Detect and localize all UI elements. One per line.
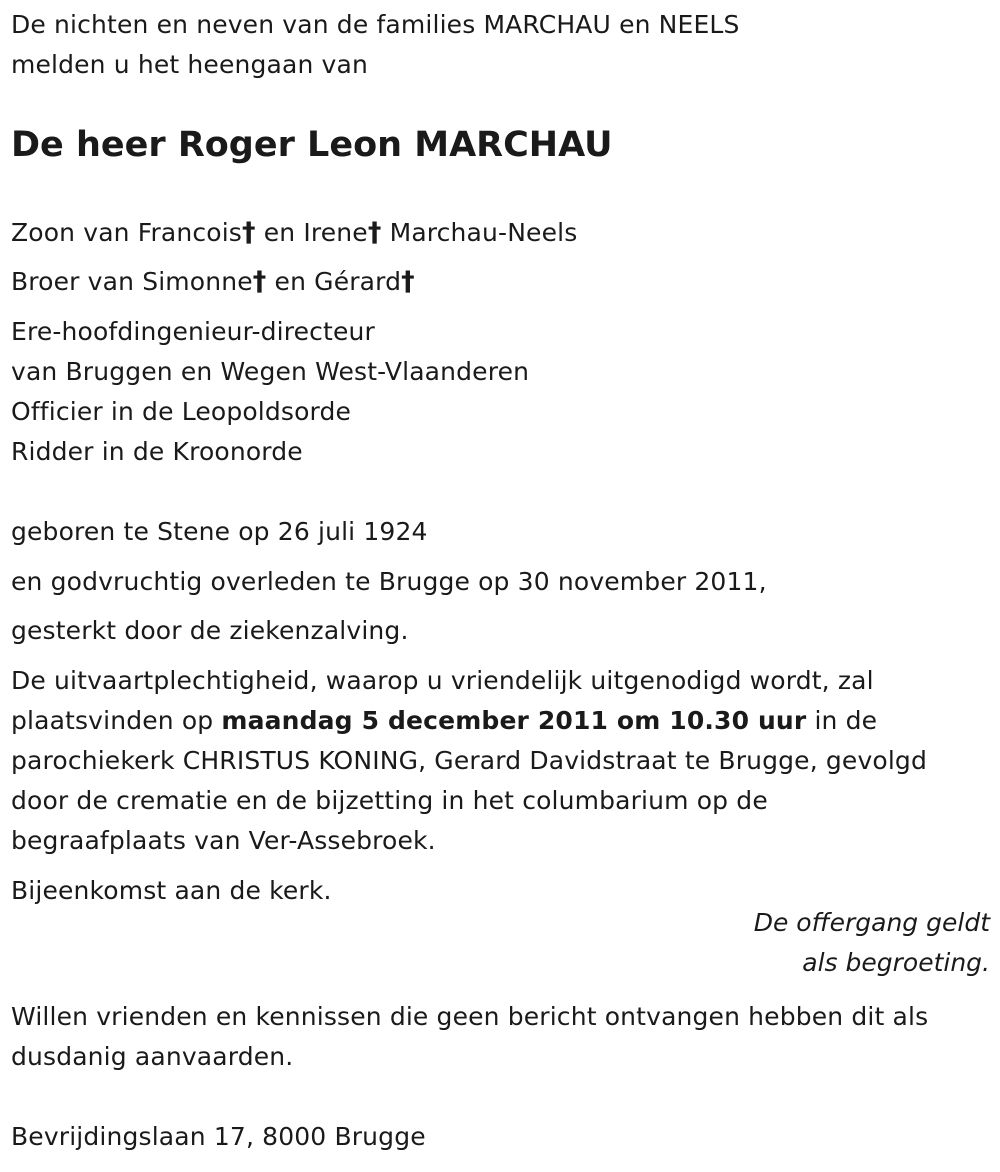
funeral-line-1: De uitvaartplechtigheid, waarop u vriendelijk uitgenodigd wordt, zal (11, 666, 874, 695)
funeral-date-suffix: in de (806, 706, 878, 735)
funeral-date-time: maandag 5 december 2011 om 10.30 uur (221, 706, 807, 735)
son-of-prefix: Zoon van (11, 218, 138, 247)
offering-line-2: als begroeting. (802, 948, 990, 977)
sibling-name: Gérard (314, 267, 402, 296)
family-name: Marchau-Neels (381, 218, 578, 247)
mother-name: Irene (303, 218, 368, 247)
notice-line-1: Willen vrienden en kennissen die geen bericht ontvangen hebben dit als (11, 1002, 929, 1031)
cross-icon: † (252, 266, 267, 297)
conjunction: en (266, 267, 315, 296)
intro-line-2: melden u het heengaan van (11, 50, 368, 79)
address: Bevrijdingslaan 17, 8000 Brugge (11, 1122, 426, 1151)
offering-line-1: De offergang geldt (753, 908, 990, 937)
father-name: Francois (137, 218, 242, 247)
sibling-name: Simonne (142, 267, 253, 296)
siblings-line (11, 262, 415, 302)
gathering-line: Bijeenkomst aan de kerk. (11, 876, 332, 905)
title-line: Officier in de Leopoldsorde (11, 397, 352, 426)
title-line: van Bruggen en Wegen West-Vlaanderen (11, 357, 530, 386)
death-line: en godvruchtig overleden te Brugge op 30 november 2011, (11, 567, 767, 596)
sacrament-line: gesterkt door de ziekenzalving. (11, 616, 409, 645)
title-line: Ridder in de Kroonorde (11, 437, 303, 466)
funeral-line-5: begraafplaats van Ver-Assebroek. (11, 826, 436, 855)
cross-icon: † (367, 217, 382, 248)
brother-of-prefix: Broer van (11, 267, 143, 296)
funeral-line-3: parochiekerk CHRISTUS KONING, Gerard Davidstraat te Brugge, gevolgd (11, 746, 927, 775)
funeral-line-2 (11, 701, 877, 741)
intro-line-1: De nichten en neven van de families MARCHAU en NEELS (11, 10, 740, 39)
cross-icon: † (241, 217, 256, 248)
birth-line: geboren te Stene op 26 juli 1924 (11, 517, 428, 546)
deceased-name-heading: De heer Roger Leon MARCHAU (11, 125, 613, 165)
funeral-line-4: door de crematie en de bijzetting in het columbarium op de (11, 786, 768, 815)
cross-icon: † (401, 266, 415, 297)
conjunction: en (255, 218, 304, 247)
title-line: Ere-hoofdingenieur-directeur (11, 317, 375, 346)
parents-line (11, 213, 577, 253)
notice-line-2: dusdanig aanvaarden. (11, 1042, 294, 1071)
funeral-date-prefix: plaatsvinden op (11, 706, 222, 735)
